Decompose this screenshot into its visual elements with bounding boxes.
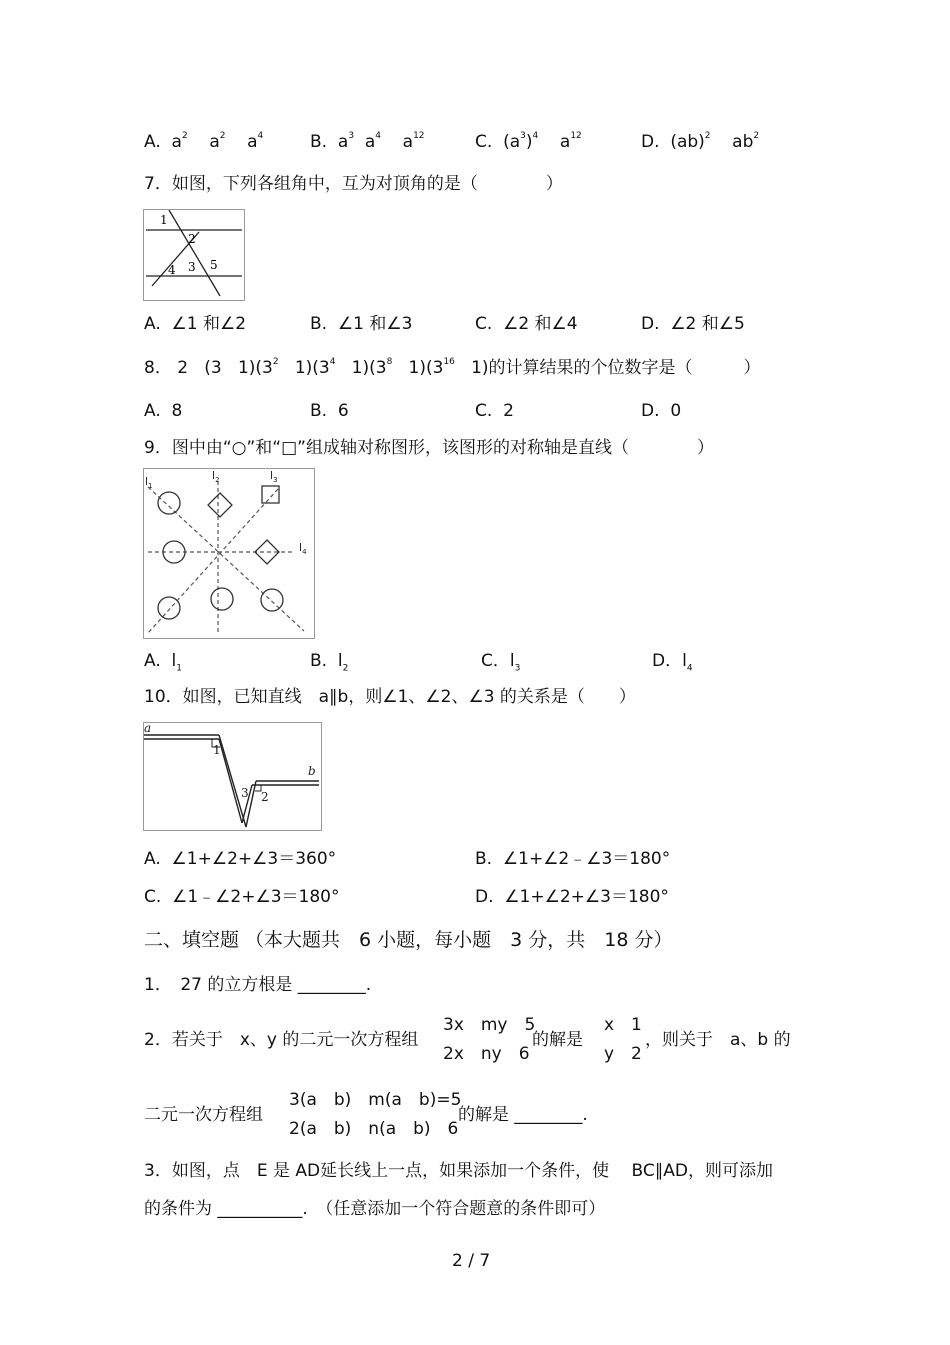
page-number: 2 / 7 bbox=[452, 1251, 491, 1271]
q9-option-d: D．$l_4$ bbox=[652, 651, 693, 674]
q10-figure bbox=[143, 722, 322, 831]
q9-option-b: B. $l_2$ bbox=[310, 651, 349, 674]
fill-q2-post: ，则关于 a、b 的 bbox=[645, 1030, 791, 1050]
q10-line-a-label: a bbox=[144, 723, 152, 735]
system-2-row-2: 2(a b) n(a b) 6 bbox=[289, 1119, 459, 1139]
fill-q2-prefix: 2．若关于 x、y 的二元一次方程组 bbox=[144, 1030, 419, 1050]
q7-stem: 7．如图，下列各组角中，互为对顶角的是（ ） bbox=[144, 174, 563, 194]
q8-stem: 8． 2 (3 $1)(3^2$ $1)(3^4$ $1)(3^8$ $1)(3^{16}$ 1)的计算结果的个位数字是（ ） bbox=[144, 357, 761, 378]
q6-option-a: A. $a^2$ $a^2$ $a^4$ bbox=[144, 131, 264, 152]
q9-option-a: A. $l_1$ bbox=[144, 651, 183, 674]
fill-q3-line-2: 的条件为 __________. （任意添加一个符合题意的条件即可） bbox=[144, 1199, 606, 1219]
q10-angle-1-label: 1 bbox=[213, 743, 221, 757]
fill-q2-line2-post: 的解是 ________. bbox=[458, 1105, 588, 1125]
q10-stem: 10．如图，已知直线 a∥b，则∠1、∠2、∠3 的关系是（ ） bbox=[144, 687, 636, 707]
q7-figure bbox=[143, 209, 245, 301]
q8-option-d: D. 0 bbox=[641, 401, 682, 421]
q7-label-1: 1 bbox=[160, 213, 168, 227]
q9-stem: 9．图中由“○”和“□”组成轴对称图形，该图形的对称轴是直线（ ） bbox=[144, 438, 714, 458]
solution-row-2: y 2 bbox=[604, 1044, 642, 1064]
q6-option-b: B. $a^3$ $a^4$ $a^{12}$ bbox=[310, 131, 425, 152]
fill-q2-mid: 的解是 bbox=[532, 1030, 583, 1050]
fill-q3-line-1: 3．如图，点 E 是 AD延长线上一点，如果添加一个条件，使 BC∥AD，则可添加 bbox=[144, 1161, 773, 1181]
q8-option-a: A. 8 bbox=[144, 401, 183, 421]
q7-option-c: C. ∠2 和∠4 bbox=[475, 314, 578, 334]
q9-line-l2-label: $l_2$ bbox=[212, 469, 220, 484]
q7-label-4: 4 bbox=[168, 263, 176, 277]
q7-label-3: 3 bbox=[188, 260, 196, 274]
q6-option-c: C. $(a^3)^4$ $a^{12}$ bbox=[475, 131, 582, 152]
q10-option-d: D. ∠1+∠2+∠3＝180° bbox=[475, 887, 669, 907]
fill-q2-line2-prefix: 二元一次方程组 bbox=[144, 1105, 263, 1125]
q7-label-5: 5 bbox=[210, 258, 218, 272]
q10-option-c: C. ∠1﹣∠2+∠3＝180° bbox=[144, 887, 340, 907]
q7-option-b: B. ∠1 和∠3 bbox=[310, 314, 413, 334]
q9-figure bbox=[143, 468, 315, 639]
q10-option-a: A. ∠1+∠2+∠3＝360° bbox=[144, 849, 337, 869]
q10-option-b: B. ∠1+∠2﹣∠3＝180° bbox=[475, 849, 671, 869]
fill-q1: 1． 27 的立方根是 ________. bbox=[144, 975, 372, 995]
q7-label-2: 2 bbox=[188, 232, 196, 246]
system-1-row-1: 3x my 5 bbox=[443, 1015, 536, 1035]
q9-line-l3-label: $l_3$ bbox=[270, 469, 278, 484]
solution-row-1: x 1 bbox=[604, 1015, 642, 1035]
q7-option-d: D. ∠2 和∠5 bbox=[641, 314, 745, 334]
q7-option-a: A. ∠1 和∠2 bbox=[144, 314, 247, 334]
q8-option-c: C. 2 bbox=[475, 401, 514, 421]
q10-line-b-label: b bbox=[308, 764, 316, 778]
q6-option-d: D. (ab)$^2$ $ab^2$ bbox=[641, 131, 760, 152]
q10-angle-2-label: 2 bbox=[261, 790, 269, 804]
q9-line-l1-label: $l_1$ bbox=[145, 475, 153, 490]
section-2-title: 二、填空题 （本大题共 6 小题，每小题 3 分，共 18 分） bbox=[144, 929, 673, 951]
system-1-row-2: 2x ny 6 bbox=[443, 1044, 530, 1064]
q9-line-l4-label: $l_4$ bbox=[299, 541, 307, 556]
system-2-row-1: 3(a b) m(a b)=5 bbox=[289, 1090, 462, 1110]
q8-option-b: B. 6 bbox=[310, 401, 349, 421]
q9-option-c: C．$l_3$ bbox=[481, 651, 521, 674]
q10-angle-3-label: 3 bbox=[241, 786, 249, 800]
